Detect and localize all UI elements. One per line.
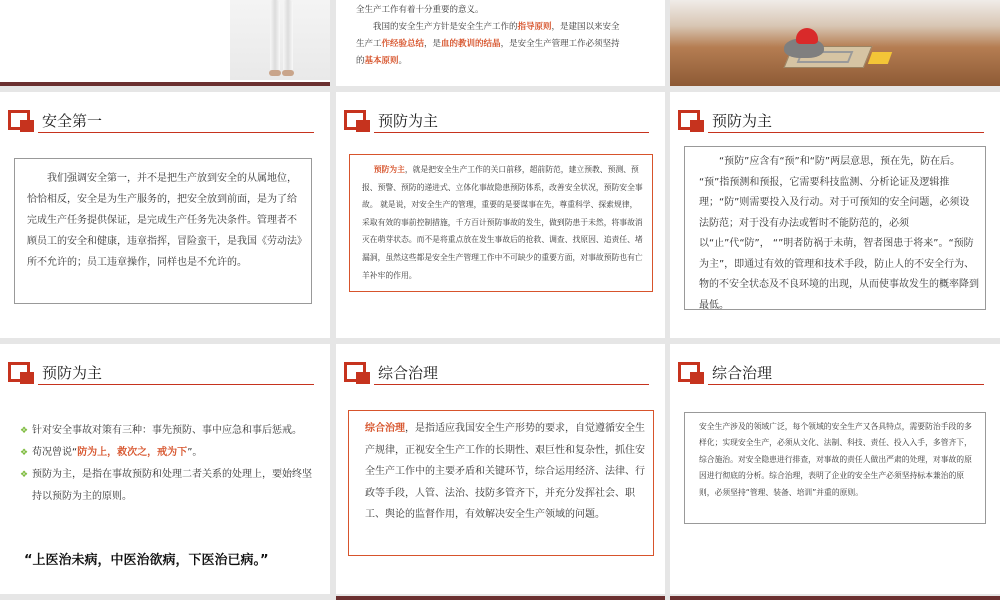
list-item: ❖ 预防为主，是指在事故预防和处理二者关系的处理上，要始终坚持以预防为主的原则。 [20, 469, 312, 502]
content-box [348, 410, 654, 556]
title-underline [374, 384, 649, 385]
slide-safety-first[interactable] [0, 92, 330, 338]
body-text: 预防为主，就是把安全生产工作的关口前移，超前防范，建立预教、预测、预报、预警、预防的递进式、立体化事故隐患预防体系，改善安全状况，预防安全事故。 就是说，对安全生产的管理，重要的是要谋事在先，尊重科学、探索规律，采取有效的事前控制措施，千方百计预防事故的发生，做到防患于未然，将事故消灭在萌芽状态。而不是将重点放在发生事故后的抢救、调查、找原因、追责任、堵漏洞，虽然这些都是安全生产管理工作中不可缺少的重要方面，对事故预防也有亡羊补牢的作用。 [362, 165, 643, 280]
bullet-diamond-icon: ❖ [20, 448, 29, 458]
slide-top-principle[interactable] [336, 0, 665, 86]
slide-comprehensive-1[interactable] [336, 344, 665, 594]
content-box [349, 154, 653, 292]
slide-comprehensive-2[interactable] [670, 344, 1000, 594]
next-slide-edge [336, 596, 665, 600]
content-box [684, 412, 986, 524]
slide-prevention-3[interactable] [0, 344, 330, 594]
slide-title: 安全第一 [42, 112, 103, 130]
slide-footer-bar [0, 82, 330, 86]
title-square-icon [678, 110, 704, 132]
title-underline [708, 132, 984, 133]
slide-title: 预防为主 [712, 112, 773, 130]
slide-title: 预防为主 [42, 364, 103, 382]
list-item: ❖ 荀况曾说“防为上，救次之，戒为下”。 [20, 447, 203, 458]
principle-text: 全生产工作有着十分重要的意义。 我国的安全生产方针是安全生产工作的指导原则，是建国以来安全 生产工作经验总结，是血的教训的结晶，是安全生产管理工作必须坚持 的基本原则。 [356, 5, 620, 66]
title-underline [374, 132, 649, 133]
body-text: 我们强调安全第一，并不是把生产放到安全的从属地位，恰恰相反，安全是为生产服务的，把安全放到前面，是为了给完成生产任务提供保证，是完成生产任务先决条件。管理者不顾员工的安全和健康，违章指挥，冒险蛮干，是我国《劳动法》所不允许的；员工违章操作，同样也是不允许的。 [27, 173, 302, 268]
title-square-icon [344, 110, 370, 132]
title-underline [38, 384, 314, 385]
slide-top-mousetrap[interactable] [670, 0, 1000, 86]
slide-prevention-2[interactable] [670, 92, 1000, 338]
slide-title: 综合治理 [712, 364, 773, 382]
body-text: 安全生产涉及的领域广泛，每个领域的安全生产又各具特点，需要防治手段的多样化；实现安全生产，必须从文化、法制、科技、责任、投入入手，多管齐下，综合施治。对安全隐患进行排查，对事故的责任人做出严肃的处理，对事故的原因进行彻底的分析。综合治理，表明了企业的安全生产必须坚持标本兼治的原则，必须坚持“管理、装备、培训”并重的原则。 [699, 422, 972, 497]
title-square-icon [8, 362, 34, 384]
bullet-list [20, 420, 314, 508]
list-item: ❖ 针对安全事故对策有三种：事先预防、事中应急和事后惩戒。 [20, 425, 302, 436]
slide-top-legs[interactable] [0, 0, 330, 86]
quote-text: “上医治未病，中医治欲病，下医治已病。” [24, 553, 269, 568]
slide-prevention-1[interactable] [336, 92, 665, 338]
title-square-icon [344, 362, 370, 384]
slide-title: 综合治理 [378, 364, 439, 382]
next-slide-edge [670, 596, 1000, 600]
slide-title: 预防为主 [378, 112, 439, 130]
bullet-diamond-icon: ❖ [20, 426, 29, 436]
title-square-icon [8, 110, 34, 132]
content-box [14, 158, 312, 304]
body-text: “预防”应含有“预”和“防”两层意思，预在先，防在后。 “预”指预测和预报，它需要科技监测、分析论证及逻辑推理；“防”则需要投入及行动。对于可预知的安全问题，必须设法防范；对于没有办法或暂时不能防范的，必须以“止”代“防”， “”明者防祸于未萌，智者图患于将来”。“预防为主”，即通过有效的管理和技术手段，防止人的不安全行为、物的不安全状态及不良环境的出现，从而使事故发生的概率降到最低。 [699, 156, 979, 311]
bullet-diamond-icon: ❖ [20, 470, 29, 480]
content-box [684, 146, 986, 310]
title-underline [38, 132, 314, 133]
title-underline [708, 384, 984, 385]
body-text: 综合治理，是指适应我国安全生产形势的要求，自觉遵循安全生产规律，正视安全生产工作的长期性、艰巨性和复杂性，抓住安全生产工作中的主要矛盾和关键环节，综合运用经济、法律、行政等手段，人管、法治、技防多管齐下，并充分发挥社会、职工、舆论的监督作用，有效解决安全生产领域的问题。 [365, 423, 645, 520]
lead-term: 综合治理 [365, 423, 405, 434]
lead-term: 预防为主 [373, 165, 405, 174]
title-square-icon [678, 362, 704, 384]
photo-woman-legs [230, 0, 330, 80]
photo-mouse-trap [670, 0, 1000, 86]
